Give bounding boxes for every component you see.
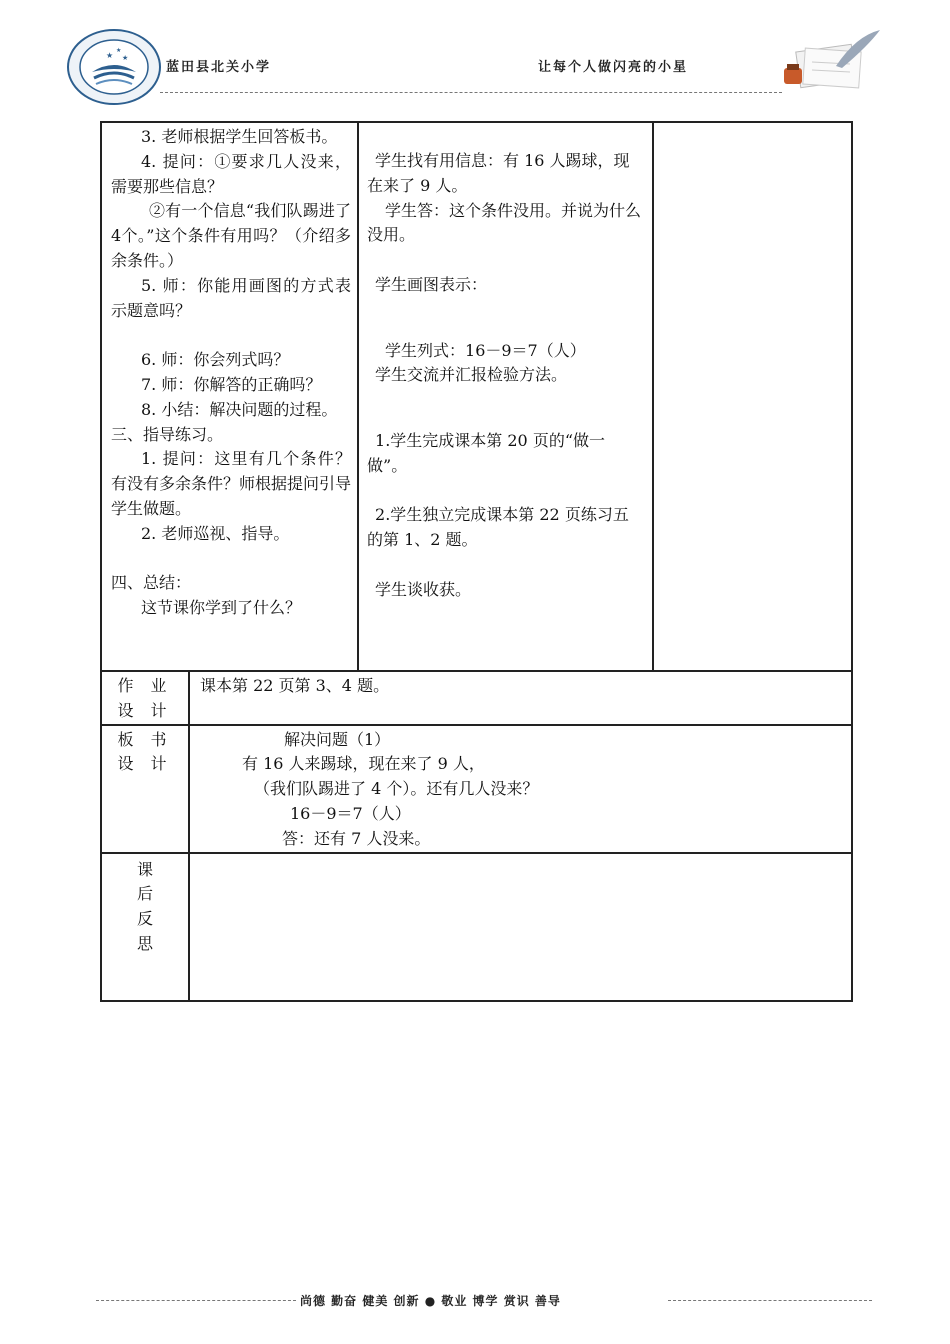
svg-text:★: ★: [122, 54, 129, 62]
notes-cell: [653, 122, 852, 671]
teacher-step: 8. 小结：解决问题的过程。: [141, 399, 338, 419]
teacher-step: ②有一个信息“我们队踢进了4个。”这个条件有用吗？（介绍多余条件。）: [111, 201, 352, 270]
student-step: 学生画图表示：: [375, 274, 488, 294]
student-step: 2.学生独立完成课本第 22 页练习五的第 1、2 题。: [367, 505, 629, 550]
reflection-row: [101, 853, 852, 1001]
teacher-step: 3. 老师根据学生回答板书。: [141, 127, 338, 146]
reflection-content: [189, 853, 852, 1001]
student-step: 1.学生完成课本第 20 页的“做一做”。: [367, 430, 605, 475]
student-step: 学生列式：16－9＝7（人）: [385, 340, 586, 360]
footer-slogan: 尚德 勤奋 健美 创新 ● 敬业 博学 赏识 善导: [300, 1294, 561, 1308]
student-step: 学生找有用信息：有 16 人踢球，现在来了 9 人。: [367, 151, 630, 195]
student-step: 学生答：这个条件没用。并说为什么没用。: [367, 200, 642, 245]
teacher-step: 6. 师：你会列式吗？: [141, 350, 290, 370]
board-line: 答：还有 7 人没来。: [282, 828, 431, 848]
svg-text:★: ★: [106, 51, 114, 60]
footer-divider-right: [668, 1300, 872, 1301]
student-activity-cell: [358, 122, 653, 671]
school-name: 蓝田县北关小学: [166, 60, 272, 75]
board-line: 有 16 人来踢球，现在来了 9 人，: [242, 754, 485, 774]
student-step: 学生谈收获。: [375, 579, 472, 599]
board-row: [101, 725, 852, 853]
teacher-step: 7. 师：你解答的正确吗？: [141, 374, 322, 394]
school-logo: [66, 28, 162, 106]
board-line: 16－9＝7（人）: [290, 803, 411, 823]
homework-row: [101, 671, 852, 725]
section-heading: 四、总结：: [111, 573, 192, 593]
teacher-step: 这节课你学到了什么？: [141, 598, 302, 618]
process-row: [101, 122, 852, 671]
teacher-step: 2. 老师巡视、指导。: [141, 523, 290, 543]
board-label: 板 书 设 计: [101, 725, 189, 853]
board-title: 解决问题（1）: [284, 729, 391, 749]
teacher-activity-cell: [101, 122, 358, 671]
svg-text:★: ★: [116, 47, 122, 54]
section-heading: 三、指导练习。: [111, 424, 224, 444]
board-line: （我们队踢进了 4 个）。还有几人没来？: [254, 779, 539, 799]
teacher-step: 5. 师：你能用画图的方式表示题意吗？: [111, 275, 352, 320]
board-content: [189, 725, 852, 853]
reflection-label: 课 后 反 思: [101, 853, 189, 1001]
homework-content: 课本第 22 页第 3、4 题。: [189, 671, 852, 725]
teacher-step: 4. 提问：①要求几人没来，需要那些信息？: [111, 151, 352, 196]
homework-label: 作 业 设 计: [101, 671, 189, 725]
quill-and-paper-icon: [776, 26, 886, 92]
footer-divider-left: [96, 1300, 296, 1301]
student-step: 学生交流并汇报检验方法。: [375, 365, 568, 385]
header-divider: [160, 92, 782, 93]
lesson-plan-table: [100, 121, 853, 1002]
teacher-step: 1. 提问：这里有几个条件？有没有多余条件？师根据提问引导学生做题。: [111, 449, 352, 518]
school-motto: 让每个人做闪亮的小星: [538, 60, 689, 75]
